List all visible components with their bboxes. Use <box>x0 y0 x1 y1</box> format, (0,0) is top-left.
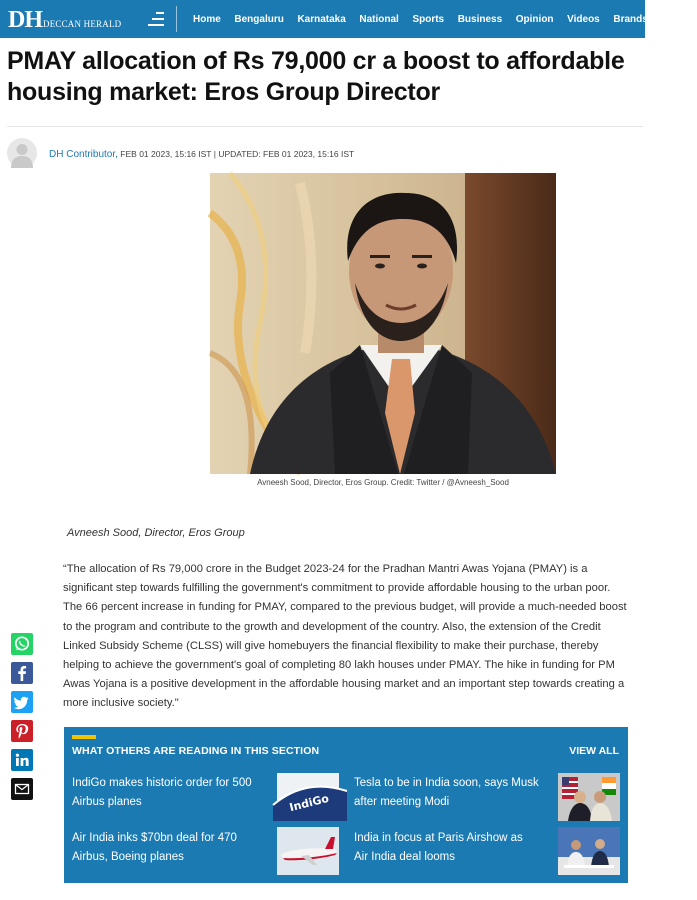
linkedin-icon <box>11 749 33 771</box>
article-headline: PMAY allocation of Rs 79,000 cr a boost to affordable housing market: Eros Group Director <box>7 47 625 106</box>
indigo-aircraft-thumbnail <box>277 773 339 821</box>
email-share-button[interactable] <box>11 778 33 800</box>
author-name[interactable]: DH Contributor, <box>49 149 118 160</box>
byline-separator: | <box>213 149 216 159</box>
nav-item-bengaluru[interactable]: Bengaluru <box>234 13 284 25</box>
section-nav <box>193 0 697 38</box>
quote-attribution: Avneesh Sood, Director, Eros Group <box>67 527 245 539</box>
nav-item-truncated[interactable]: S <box>676 13 684 25</box>
twitter-icon <box>11 691 33 713</box>
article-body: “The allocation of Rs 79,000 crore in the Budget 2023-24 for the Pradhan Mantri Awas Yojana (PMAY) is a significant step towards fulfilling the government's commitment to provide affordable housing to the urban poor. The 66 percent increase in funding for PMAY, compared to the previous budget, will provide a much-needed boost to the program and contribute to the growth and development of the country. Also, the extension of the Credit Linked Subsidy Scheme (CLSS) will give homebuyers the financial flexibility to make their purchase, thereby helping to achieve the government's goal of completing 80 lakh houses under PMAY. The hike in funding for PM Awas Yojana is a positive development in the affordable housing market and an important step towards creating a more inclusive society." <box>63 563 627 710</box>
nav-item-videos[interactable]: Videos <box>567 13 600 25</box>
facebook-share-button[interactable] <box>11 662 33 684</box>
updated-time: UPDATED: FEB 01 2023, 15:16 IST <box>218 149 355 159</box>
musk-modi-thumbnail <box>558 773 620 821</box>
related-item-title[interactable]: India in focus at Paris Airshow as Air India deal looms <box>354 832 523 863</box>
related-articles-section <box>64 727 628 883</box>
nav-item-opinion[interactable]: Opinion <box>515 13 554 25</box>
nav-item-karnataka[interactable]: Karnataka <box>297 13 346 25</box>
logo-name: DECCAN HERALD <box>43 19 122 29</box>
whatsapp-share-button[interactable] <box>11 633 33 655</box>
related-item-thumbnail-paris-airshow[interactable] <box>558 827 620 875</box>
svg-text:IndiGo: IndiGo <box>288 791 331 815</box>
hero-image <box>210 173 556 474</box>
related-item-thumbnail-indigo[interactable] <box>277 773 339 821</box>
related-item-title[interactable]: Air India inks $70bn deal for 470 Airbus, Boeing planes <box>72 832 237 863</box>
nav-item-brandspot[interactable]: Brandspot <box>613 13 664 25</box>
related-item-thumbnail-musk-modi[interactable] <box>558 773 620 821</box>
nav-item-home[interactable]: Home <box>193 13 221 25</box>
nav-item-national[interactable]: National <box>359 13 399 25</box>
linkedin-share-button[interactable] <box>11 749 33 771</box>
facebook-icon <box>11 662 33 684</box>
hamburger-menu-icon[interactable] <box>148 12 164 26</box>
logo-dh: DH <box>8 7 42 33</box>
avatar-placeholder-icon <box>7 138 37 168</box>
paris-airshow-thumbnail <box>558 827 620 875</box>
pinterest-icon <box>11 720 33 742</box>
pinterest-share-button[interactable] <box>11 720 33 742</box>
related-item-title[interactable]: Tesla to be in India soon, says Musk after meeting Modi <box>354 777 539 808</box>
related-item-title[interactable]: IndiGo makes historic order for 500 Airbus planes <box>72 777 252 808</box>
view-all-link[interactable]: VIEW ALL <box>569 745 619 757</box>
deccan-herald-logo[interactable] <box>8 6 121 32</box>
nav-item-business[interactable]: Business <box>457 13 503 25</box>
twitter-share-button[interactable] <box>11 691 33 713</box>
air-india-aircraft-thumbnail <box>277 827 339 875</box>
related-item-thumbnail-air-india[interactable] <box>277 827 339 875</box>
whatsapp-icon <box>11 633 33 655</box>
author-avatar <box>7 138 37 168</box>
image-caption: Avneesh Sood, Director, Eros Group. Credit: Twitter / @Avneesh_Sood <box>257 478 509 487</box>
headline-divider <box>7 126 643 127</box>
section-accent-bar <box>72 735 96 739</box>
related-section-title: WHAT OTHERS ARE READING IN THIS SECTION <box>72 745 320 757</box>
nav-item-sports[interactable]: Sports <box>412 13 445 25</box>
byline <box>49 149 354 160</box>
top-navigation-bar <box>0 0 684 38</box>
email-icon <box>11 778 33 800</box>
nav-divider <box>176 6 177 32</box>
published-time: FEB 01 2023, 15:16 IST <box>120 149 212 159</box>
portrait-photo <box>210 173 556 474</box>
